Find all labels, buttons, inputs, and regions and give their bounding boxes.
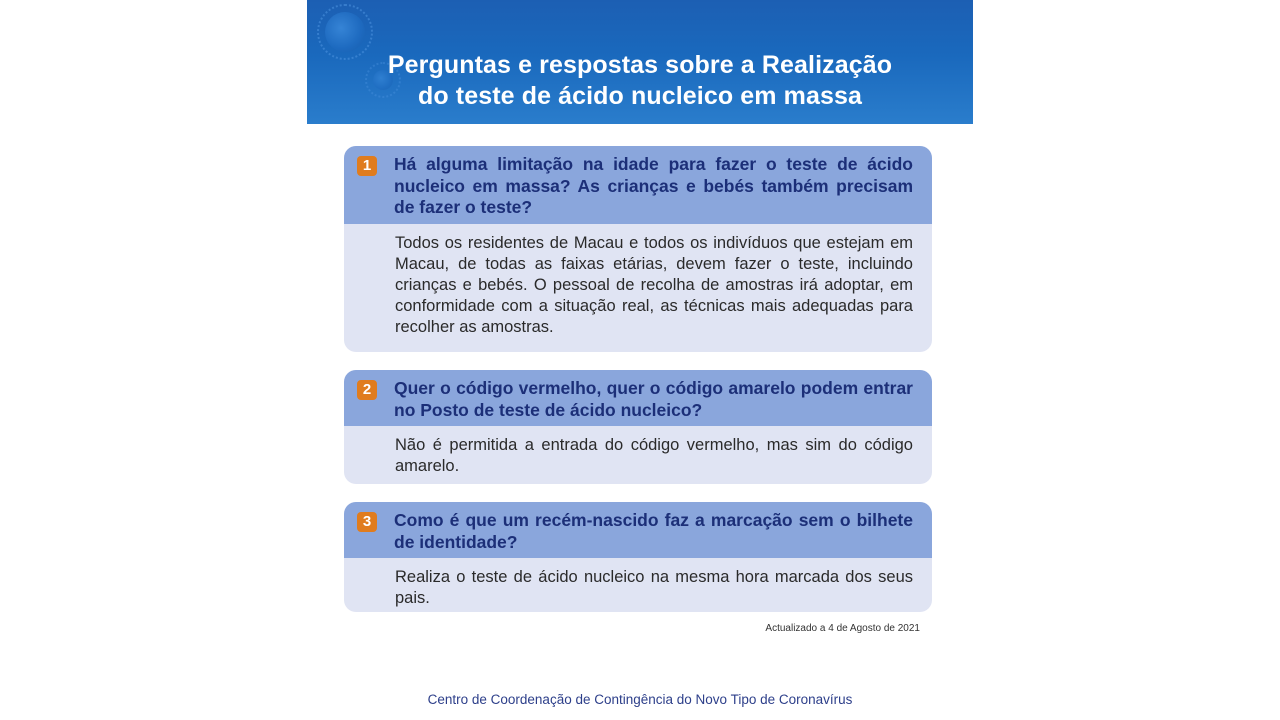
question-block [344, 502, 932, 558]
question-text: Como é que um recém-nascido faz a marcação sem o bilhete de identidade? [394, 510, 913, 552]
updated-date: Actualizado a 4 de Agosto de 2021 [765, 623, 920, 634]
title-line-2: do teste de ácido nucleico em massa [418, 82, 862, 110]
answer-text: Realiza o teste de ácido nucleico na mesma hora marcada dos seus pais. [395, 568, 913, 608]
qa-card [344, 370, 932, 484]
question-text: Quer o código vermelho, quer o código amarelo podem entrar no Posto de teste de ácido nucleico? [394, 378, 913, 420]
answer-text: Todos os residentes de Macau e todos os indivíduos que estejam em Macau, de todas as faixas etárias, devem fazer o teste, incluindo crianças e bebés. O pessoal de recolha de amostras irá adoptar, em conformidade com a situação real, as técnicas mais adequadas para recolher as amostras. [395, 233, 913, 337]
question-number-badge: 1 [357, 156, 377, 176]
qa-card [344, 502, 932, 612]
virus-icon [325, 12, 365, 52]
title-line-1: Perguntas e respostas sobre a Realização [387, 51, 893, 79]
question-block [344, 370, 932, 426]
question-number-badge: 3 [357, 512, 377, 532]
qa-card [344, 146, 932, 352]
question-number-badge: 2 [357, 380, 377, 400]
answer-text: Não é permitida a entrada do código vermelho, mas sim do código amarelo. [395, 436, 913, 476]
question-text: Há alguma limitação na idade para fazer o teste de ácido nucleico em massa? As crianças e bebés também precisam de fazer o teste? [394, 154, 913, 217]
page-title [307, 50, 973, 112]
header-banner [307, 0, 973, 124]
question-block [344, 146, 932, 224]
footer-organization: Centro de Coordenação de Contingência do Novo Tipo de Coronavírus [427, 692, 853, 707]
